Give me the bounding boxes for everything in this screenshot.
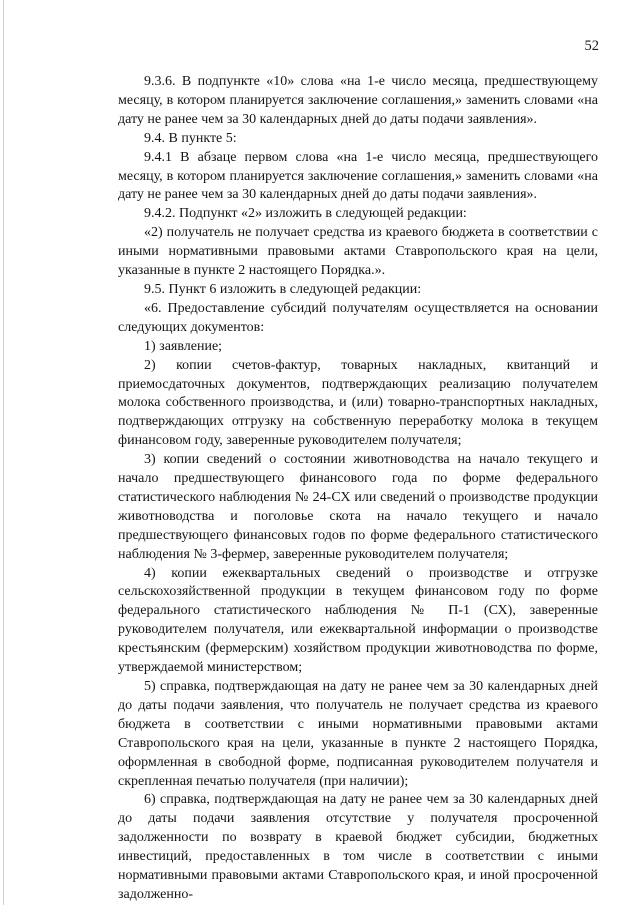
- document-body: [118, 73, 598, 905]
- paragraph-9-5: 9.5. Пункт 6 изложить в следующей редакции:: [144, 281, 422, 297]
- list-item-1: 1) заявление;: [144, 338, 223, 354]
- list-item-6: 6) справка, подтверждающая на дату не ранее чем за 30 календарных дней до даты подачи заявления отсутствие у получателя просроченной задолженности по возврату в краевой бюджет субсидии, бюджетных инвестиций, предоставленных в том числе в соответствии с иными нормативными правовыми актами Ставропольского края, и иной просроченной задолженно-: [118, 792, 598, 902]
- paragraph-quote-6: «6. Предоставление субсидий получателям осуществляется на основании следующих документов:: [118, 300, 598, 335]
- paragraph-9-3-6: 9.3.6. В подпункте «10» слова «на 1-е число месяца, предшествующему месяцу, в котором планируется заключение соглашения,» заменить словами «на дату не ранее чем за 30 календарных дней до даты подачи заявления».: [118, 74, 598, 127]
- list-item-2: 2) копии счетов-фактур, товарных накладных, квитанций и приемосдаточных документов, подтверждающих реализацию получателем молока собственного производства, и (или) товарно-транспортных накладных, подтверждающих отгрузку на собственную переработку молока в текущем финансовом году, заверенные руководителем получателя;: [118, 357, 598, 449]
- list-item-5: 5) справка, подтверждающая на дату не ранее чем за 30 календарных дней до даты подачи заявления, что получатель не получает средства из краевого бюджета в соответствии с иными нормативными правовыми актами Ставропольского края на цели, указанные в пункте 2 настоящего Порядка, оформленная в свободной форме, подписанная руководителем получателя и скрепленная печатью получателя (при наличии);: [118, 679, 598, 789]
- page-number: 52: [584, 38, 599, 54]
- scan-edge-line: [3, 0, 4, 905]
- paragraph-9-4: 9.4. В пункте 5:: [144, 130, 237, 146]
- paragraph-quote-2: «2) получатель не получает средства из краевого бюджета в соответствии с иными нормативными правовыми актами Ставропольского края на цели, указанные в пункте 2 настоящего Порядка.».: [118, 225, 598, 279]
- paragraph-9-4-2: 9.4.2. Подпункт «2» изложить в следующей редакции:: [144, 206, 467, 222]
- paragraph-9-4-1: 9.4.1 В абзаце первом слова «на 1-е число месяца, предшествующего месяцу, в котором планируется заключение соглашения,» заменить словами «на дату не ранее чем за 30 календарных дней до даты подачи заявления».: [118, 149, 598, 203]
- list-item-4: 4) копии ежеквартальных сведений о производстве и отгрузке сельскохозяйственной продукции в текущем финансовом году по форме федерального статистического наблюдения № П-1 (СХ), заверенные руководителем получателя, или ежеквартальной информации о производстве крестьянским (фермерским) хозяйством продукции животноводства по форме, утверждаемой министерством;: [118, 565, 598, 676]
- list-item-3: 3) копии сведений о состоянии животноводства на начало текущего и начало предшествующего финансового года по форме федерального статистического наблюдения № 24-СХ или сведений о производстве продукции животноводства и поголовье скота на начало текущего и начало предшествующего финансовых годов по форме федерального статистического наблюдения № 3-фермер, заверенные руководителем получателя;: [118, 452, 598, 562]
